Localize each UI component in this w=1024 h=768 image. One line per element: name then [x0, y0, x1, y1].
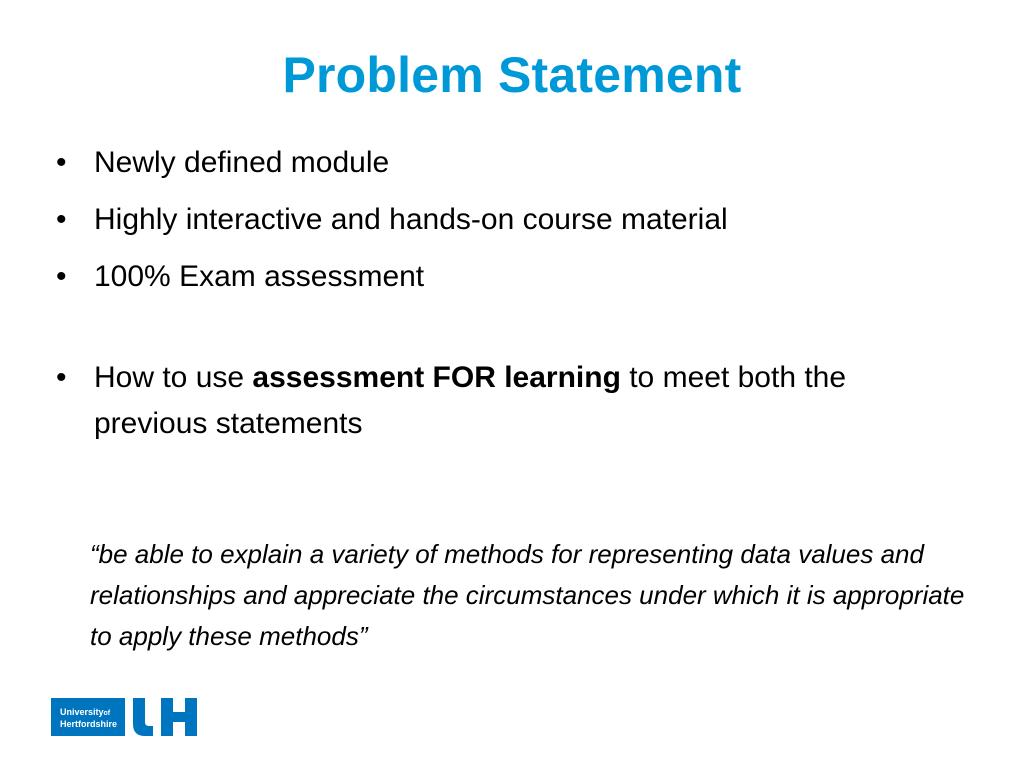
bullet-text: Newly defined module	[94, 146, 390, 179]
university-logo	[51, 698, 199, 736]
bullet-item	[56, 197, 956, 243]
logo-line2: Hertfordshire	[60, 719, 118, 729]
bullet-marker: •	[56, 361, 67, 394]
logo-line1-small: of	[103, 710, 111, 717]
bullet-text: 100% Exam assessment	[94, 260, 425, 293]
bullet-item	[56, 140, 956, 186]
bullet-text-bold: assessment FOR learning	[252, 361, 621, 394]
bullet-text-before: How to use	[94, 361, 253, 394]
logo-line1: University	[60, 707, 104, 717]
slide-title: Problem Statement	[282, 47, 742, 103]
logo-wordmark	[51, 698, 125, 736]
bullet-marker: •	[56, 203, 67, 236]
learning-outcome-quote: “be able to explain a variety of methods for representing data values and relationships and appreciate the circumstances under which it is appropriate to apply these methods”	[90, 539, 965, 651]
uh-logo-icon	[131, 698, 199, 736]
bullet-text-after: to meet both the previous statements	[94, 361, 847, 440]
bullet-item	[56, 254, 956, 300]
bullet-item-key	[56, 355, 956, 447]
bullet-marker: •	[56, 260, 67, 293]
bullet-list	[56, 140, 956, 458]
bullet-marker: •	[56, 146, 67, 179]
bullet-text: Highly interactive and hands-on course material	[94, 203, 728, 236]
